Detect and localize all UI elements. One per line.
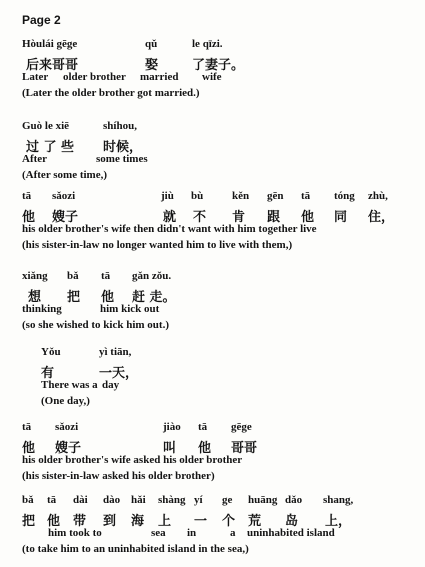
translation-text: (One day,) xyxy=(41,395,90,407)
hanzi-line xyxy=(0,286,425,303)
gloss-line-word: uninhabited island xyxy=(247,527,335,539)
hanzi-line xyxy=(0,206,425,223)
gloss-line-word: his older brother's wife then didn't want with him together live xyxy=(22,223,317,235)
hanzi-line xyxy=(0,510,425,527)
gloss-line-word: a xyxy=(230,527,236,539)
hanzi-line-word: 跟 xyxy=(267,210,281,225)
pinyin-line-word: le qīzi. xyxy=(192,38,223,50)
hanzi-line-word: 哥哥 xyxy=(231,441,258,456)
pinyin-line-word: tóng xyxy=(334,190,355,202)
pinyin-line-word: bǎ xyxy=(22,494,34,506)
gloss-line-word: wife xyxy=(202,71,222,83)
translation-line xyxy=(0,470,425,487)
hanzi-line xyxy=(0,437,425,454)
gloss-line-word: his older brother's wife asked his older brother xyxy=(22,454,243,466)
pinyin-line-word: sǎozi xyxy=(55,421,79,433)
pinyin-line-word: yí xyxy=(194,494,203,506)
pinyin-line-word: jiù xyxy=(161,190,174,202)
pinyin-line xyxy=(0,270,425,287)
hanzi-line-word: 嫂子 xyxy=(52,210,79,225)
gloss-line-word: sea xyxy=(151,527,166,539)
pinyin-line-word: kěn xyxy=(232,190,250,202)
hanzi-line-word: 把 xyxy=(22,514,36,529)
gloss-line-word: older brother xyxy=(63,71,126,83)
hanzi-line-word: 嫂子 xyxy=(55,441,82,456)
pinyin-line-word: shang, xyxy=(323,494,354,506)
translation-text: (Later the older brother got married.) xyxy=(22,87,200,99)
pinyin-line xyxy=(0,38,425,55)
pinyin-line-word: dǎo xyxy=(285,494,303,506)
gloss-line xyxy=(0,303,425,320)
pinyin-line xyxy=(0,120,425,137)
hanzi-line-word: 他 xyxy=(22,441,36,456)
pinyin-line-word: tā xyxy=(198,421,208,433)
gloss-line-word: him kick out xyxy=(100,303,160,315)
gloss-line-word: Later xyxy=(22,71,49,83)
pinyin-line-word: huāng xyxy=(248,494,278,506)
hanzi-line-word: 想 xyxy=(28,290,42,305)
pinyin-line-word: dào xyxy=(103,494,121,506)
gloss-line xyxy=(0,527,425,544)
translation-line xyxy=(0,543,425,560)
pinyin-line-word: ge xyxy=(222,494,233,506)
translation-text: (his sister-in-law no longer wanted him to live with them,) xyxy=(22,239,293,251)
pinyin-line-word: yì tiān, xyxy=(99,346,132,358)
translation-line xyxy=(0,87,425,104)
hanzi-line-word: 过 了 些 xyxy=(26,140,75,155)
pinyin-line-word: hǎi xyxy=(131,494,146,506)
gloss-line xyxy=(0,71,425,88)
hanzi-line-word: 他 xyxy=(198,441,212,456)
gloss-line-word: There was a xyxy=(41,379,98,391)
gloss-line-word: him took to xyxy=(48,527,102,539)
pinyin-line-word: tā xyxy=(22,421,32,433)
pinyin-line-word: tā xyxy=(22,190,32,202)
pinyin-line-word: bù xyxy=(191,190,204,202)
hanzi-line xyxy=(0,136,425,153)
hanzi-line-word: 把 xyxy=(67,290,81,305)
hanzi-line xyxy=(0,362,425,379)
pinyin-line-word: zhù, xyxy=(368,190,388,202)
hanzi-line-word: 有 xyxy=(41,366,55,381)
gloss-line xyxy=(0,153,425,170)
hanzi-line-word: 了妻子。 xyxy=(192,58,245,73)
pinyin-line-word: xiǎng xyxy=(22,270,48,282)
pinyin-line-word: shíhou, xyxy=(103,120,137,132)
hanzi-line-word: 住， xyxy=(368,210,395,225)
pinyin-line-word: sǎozi xyxy=(52,190,76,202)
page-label: Page 2 xyxy=(22,13,61,27)
hanzi-line-word: 上 xyxy=(158,514,172,529)
translation-text: (so she wished to kick him out.) xyxy=(22,319,169,331)
pinyin-line-word: Hòulái gēge xyxy=(22,38,78,50)
hanzi-line-word: 后来哥哥 xyxy=(26,58,79,73)
translation-line xyxy=(0,395,425,412)
pinyin-line-word: qǔ xyxy=(145,38,158,50)
pinyin-line xyxy=(0,494,425,511)
hanzi-line-word: 时候， xyxy=(103,140,143,155)
translation-line xyxy=(0,169,425,186)
gloss-line-word: thinking xyxy=(22,303,62,315)
hanzi-line-word: 个 xyxy=(222,514,236,529)
hanzi-line-word: 赶 走。 xyxy=(132,290,176,305)
hanzi-line-word: 一天， xyxy=(99,366,139,381)
pinyin-line-word: gēn xyxy=(267,190,284,202)
hanzi-line-word: 带 xyxy=(73,514,87,529)
hanzi-line-word: 海 xyxy=(131,514,145,529)
gloss-line-word: in xyxy=(187,527,197,539)
translation-line xyxy=(0,239,425,256)
gloss-line xyxy=(0,379,425,396)
gloss-line-word: some times xyxy=(96,153,148,165)
hanzi-line-word: 荒 xyxy=(248,514,262,529)
hanzi-line-word: 到 xyxy=(103,514,117,529)
translation-line xyxy=(0,319,425,336)
pinyin-line-word: bǎ xyxy=(67,270,79,282)
hanzi-line-word: 一 xyxy=(194,514,208,529)
pinyin-line-word: shàng xyxy=(158,494,186,506)
translation-text: (After some time,) xyxy=(22,169,108,181)
pinyin-line xyxy=(0,346,425,363)
gloss-line-word: After xyxy=(22,153,48,165)
pinyin-line-word: Guò le xiē xyxy=(22,120,70,132)
pinyin-line-word: Yǒu xyxy=(41,346,61,358)
hanzi-line-word: 不 xyxy=(193,210,207,225)
pinyin-line-word: tā xyxy=(101,270,111,282)
pinyin-line xyxy=(0,190,425,207)
pinyin-line-word: jiào xyxy=(163,421,181,433)
hanzi-line-word: 他 xyxy=(22,210,36,225)
hanzi-line-word: 他 xyxy=(101,290,115,305)
pinyin-line-word: gǎn zǒu. xyxy=(132,270,172,282)
translation-text: (his sister-in-law asked his older brother) xyxy=(22,470,215,482)
hanzi-line-word: 娶 xyxy=(145,58,159,73)
hanzi-line-word: 就 xyxy=(163,210,177,225)
pinyin-line-word: tā xyxy=(47,494,57,506)
pinyin-line-word: gēge xyxy=(231,421,252,433)
translation-text: (to take him to an uninhabited island in the sea,) xyxy=(22,543,249,555)
pinyin-line-word: dài xyxy=(73,494,88,506)
hanzi-line-word: 上， xyxy=(325,514,352,529)
hanzi-line-word: 他 xyxy=(301,210,315,225)
gloss-line-word: day xyxy=(102,379,120,391)
hanzi-line-word: 他 xyxy=(47,514,61,529)
hanzi-line xyxy=(0,54,425,71)
hanzi-line-word: 叫 xyxy=(163,441,177,456)
gloss-line xyxy=(0,223,425,240)
hanzi-line-word: 同 xyxy=(334,210,348,225)
hanzi-line-word: 肯 xyxy=(232,210,246,225)
gloss-line-word: married xyxy=(140,71,179,83)
pinyin-line xyxy=(0,421,425,438)
hanzi-line-word: 岛 xyxy=(285,514,299,529)
gloss-line xyxy=(0,454,425,471)
pinyin-line-word: tā xyxy=(301,190,311,202)
